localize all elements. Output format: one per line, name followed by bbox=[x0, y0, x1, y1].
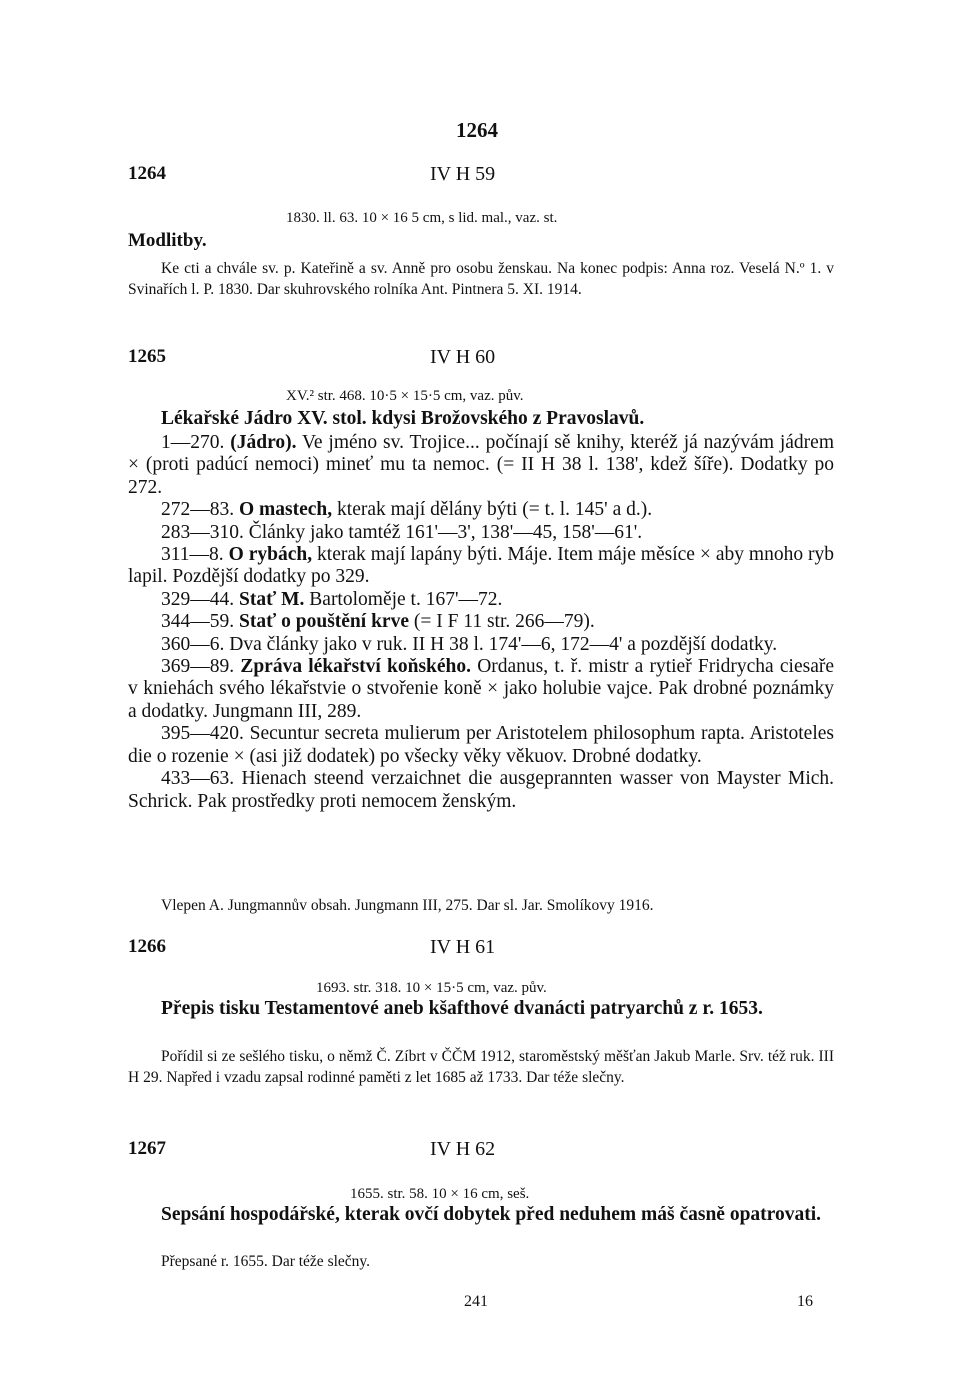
entry-meta: 1693. str. 318. 10 × 15·5 cm, vaz. pův. bbox=[316, 980, 547, 996]
body-paragraph: 433—63. Hienach steend verzaichnet die ausgeprannten wasser von Mayster Mich. Schrick. Pak prostředky proti nemocem ženským. bbox=[128, 768, 835, 812]
entry-shelfmark: IV H 60 bbox=[430, 346, 496, 368]
body-paragraph: 369—89. Zpráva lékařství koňského. Ordanus, t. ř. mistr a rytieř Fridrycha ciesaře v kniehách svého lékařstvie o stvořenie koně × jako holubie vajce. Pak drobné poznámky a dodatky. Jungmann III, 289. bbox=[128, 656, 834, 722]
footer-sheet-number: 16 bbox=[797, 1293, 813, 1310]
entry-title: Lékařské Jádro XV. stol. kdysi Brožovského z Pravoslavů. bbox=[161, 408, 645, 429]
body-paragraph: 329—44. Stať M. Bartoloměje t. 167'—72. bbox=[161, 588, 503, 610]
entry-note: Vlepen A. Jungmannův obsah. Jungmann III, 275. Dar sl. Jar. Smolíkovy 1916. bbox=[161, 897, 654, 914]
entry-note: Ke cti a chvále sv. p. Kateřině a sv. Anně pro osobu ženskau. Na konec podpis: Anna roz. Veselá N.º 1. v Svinařích l. P. 1830. Dar skuhrovského rolníka Ant. Pintnera 5. XI. 1914. bbox=[128, 260, 834, 298]
entry-shelfmark: IV H 59 bbox=[430, 163, 496, 185]
body-paragraph: 1—270. (Jádro). Ve jméno sv. Trojice... počínají sě knihy, kteréž já nazývám jádrem × (proti padúcí nemoci) mineť mu ta nemoc. (= II H 38 l. 138', kdež šíře). Dodatky po 272. bbox=[128, 432, 834, 498]
entry-meta: 1655. str. 58. 10 × 16 cm, seš. bbox=[350, 1186, 530, 1202]
entry-shelfmark: IV H 62 bbox=[430, 1138, 496, 1160]
entry-number: 1267 bbox=[128, 1138, 166, 1159]
page-header-number: 1264 bbox=[456, 118, 498, 142]
entry-number: 1265 bbox=[128, 346, 166, 367]
body-paragraph: 344—59. Stať o pouštění krve (= I F 11 str. 266—79). bbox=[161, 611, 595, 633]
entry-meta: 1830. ll. 63. 10 × 16 5 cm, s lid. mal., vaz. st. bbox=[286, 210, 558, 226]
entry-number: 1264 bbox=[128, 163, 166, 184]
entry-meta: XV.² str. 468. 10·5 × 15·5 cm, vaz. pův. bbox=[286, 388, 524, 404]
body-paragraph: 283—310. Články jako tamtéž 161'—3', 138'—45, 158'—61'. bbox=[161, 521, 643, 543]
body-paragraph: 272—83. O mastech, kterak mají dělány býti (= t. l. 145' a d.). bbox=[161, 499, 653, 521]
entry-note: Přepsané r. 1655. Dar téže slečny. bbox=[161, 1253, 371, 1270]
entry-title: Přepis tisku Testamentové aneb kšafthové dvanácti patryarchů z r. 1653. bbox=[161, 998, 763, 1019]
entry-title: Sepsání hospodářské, kterak ovčí dobytek před neduhem máš časně opatrovati. bbox=[161, 1204, 822, 1225]
entry-title: Modlitby. bbox=[128, 230, 207, 251]
body-paragraph: 360—6. Dva články jako v ruk. II H 38 l. 174'—6, 172—4' a pozdější dodatky. bbox=[161, 633, 778, 655]
entry-number: 1266 bbox=[128, 936, 166, 957]
footer-page-number: 241 bbox=[464, 1293, 488, 1310]
entry-note: Pořídil si ze sešlého tisku, o němž Č. Zíbrt v ČČM 1912, staroměstský měšťan Jakub Marle. Srv. též ruk. III H 29. Napřed i vzadu zapsal rodinné paměti z let 1685 až 1733. Dar téže slečny. bbox=[128, 1048, 834, 1086]
entry-shelfmark: IV H 61 bbox=[430, 936, 496, 958]
body-paragraph: 395—420. Secuntur secreta mulierum per Aristotelem philosophum rapta. Aristoteles die o rozenie × (asi již dodatek) po všecky věky věkuov. Drobné dodatky. bbox=[128, 723, 834, 767]
body-paragraph: 311—8. O rybách, kterak mají lapány býti. Máje. Item máje měsíce × aby mnoho ryb lapil. Pozdější dodatky po 329. bbox=[128, 544, 835, 588]
entry-body bbox=[128, 432, 834, 813]
